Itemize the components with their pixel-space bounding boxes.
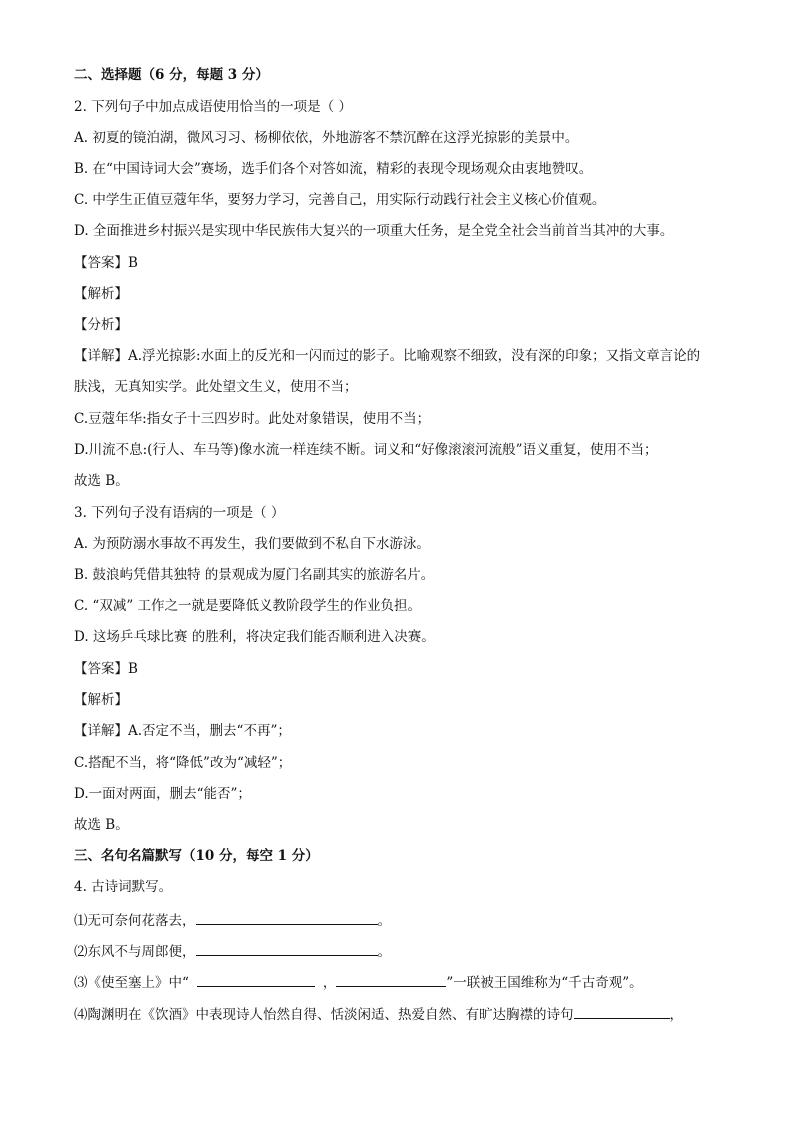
q3-answer: 【答案】B (74, 661, 138, 677)
q3-option-d: D. 这场乒乓球比赛 的胜利，将决定我们能否顺利进入决赛。 (74, 629, 435, 645)
q2-option-a: A. 初夏的镜泊湖，微风习习、杨柳依依，外地游客不禁沉醉在这浮光掠影的美景中。 (74, 130, 579, 146)
q3-option-b: B. 鼓浪屿凭借其独特 的景观成为厦门名副其实的旅游名片。 (74, 567, 435, 583)
q2-jiexi: 【解析】 (74, 286, 128, 302)
q4-item-2-end: 。 (377, 944, 391, 960)
q4-item-3-end: ”一联被王国维称为“千古奇观”。 (446, 975, 643, 991)
q2-conclusion: 故选 B。 (74, 473, 129, 489)
q4-item-3 (74, 972, 643, 992)
q2-stem: 2. 下列句子中加点成语使用恰当的一项是（ ） (74, 99, 352, 115)
answer-blank[interactable] (336, 972, 446, 987)
q2-detail-line: D.川流不息:(行人、车马等)像水流一样连续不断。词义和“好像滚滚河流般”语义重复，使用不当； (74, 442, 658, 458)
q4-item-1-end: 。 (377, 913, 391, 929)
q3-jiexi: 【解析】 (74, 692, 128, 708)
q4-item-4 (74, 1004, 683, 1024)
answer-blank[interactable] (574, 1004, 670, 1019)
q3-stem: 3. 下列句子没有语病的一项是（ ） (74, 505, 285, 521)
answer-blank[interactable] (197, 972, 315, 987)
section3-heading: 三、名句名篇默写（10 分，每空 1 分） (74, 848, 319, 864)
q3-detail-line: D.一面对两面，删去“能否”； (74, 786, 251, 802)
q3-option-a: A. 为预防溺水事故不再发生，我们要做到不私自下水游泳。 (74, 536, 430, 552)
q4-item-3-label: ⑶《使至塞上》中“ (74, 975, 189, 991)
q4-item-4-end: ， (669, 1007, 683, 1023)
q4-stem: 4. 古诗词默写。 (74, 879, 173, 895)
q2-fenxi: 【分析】 (74, 317, 128, 333)
q4-item-2 (74, 941, 391, 961)
q2-option-d: D. 全面推进乡村振兴是实现中华民族伟大复兴的一项重大任务，是全党全社会当前首当其冲的大事。 (74, 223, 674, 239)
q2-detail-line: 【详解】A.浮光掠影:水面上的反光和一闪而过的影子。比喻观察不细致，没有深的印象；又指文章言论的 (74, 348, 701, 364)
q4-item-2-label: ⑵东风不与周郎便， (74, 944, 196, 960)
q3-conclusion: 故选 B。 (74, 817, 129, 833)
q4-item-4-label: ⑷陶渊明在《饮酒》中表现诗人怡然自得、恬淡闲适、热爱自然、有旷达胸襟的诗句 (74, 1007, 574, 1023)
answer-blank[interactable] (196, 941, 378, 956)
q3-detail-line: C.搭配不当，将“降低”改为“减轻”； (74, 755, 292, 771)
q2-answer: 【答案】B (74, 255, 138, 271)
q4-item-1-label: ⑴无可奈何花落去， (74, 913, 196, 929)
q2-option-c: C. 中学生正值豆蔻年华，要努力学习，完善自己，用实际行动践行社会主义核心价值观。 (74, 192, 606, 208)
q2-detail-line: C.豆蔻年华:指女子十三四岁时。此处对象错误，使用不当； (74, 411, 431, 427)
answer-blank[interactable] (196, 910, 378, 925)
section2-heading: 二、选择题（6 分，每题 3 分） (74, 67, 269, 83)
q3-option-c: C. “双减” 工作之一就是要降低义教阶段学生的作业负担。 (74, 598, 422, 614)
q3-detail-line: 【详解】A.否定不当，删去“不再”； (74, 723, 291, 739)
q4-item-1 (74, 910, 391, 930)
q2-detail-line: 肤浅，无真知实学。此处望文生义，使用不当； (74, 379, 358, 395)
q4-item-3-sep: ， (322, 975, 337, 991)
q2-option-b: B. 在“中国诗词大会”赛场，选手们各个对答如流，精彩的表现令现场观众由衷地赞叹。 (74, 161, 593, 177)
